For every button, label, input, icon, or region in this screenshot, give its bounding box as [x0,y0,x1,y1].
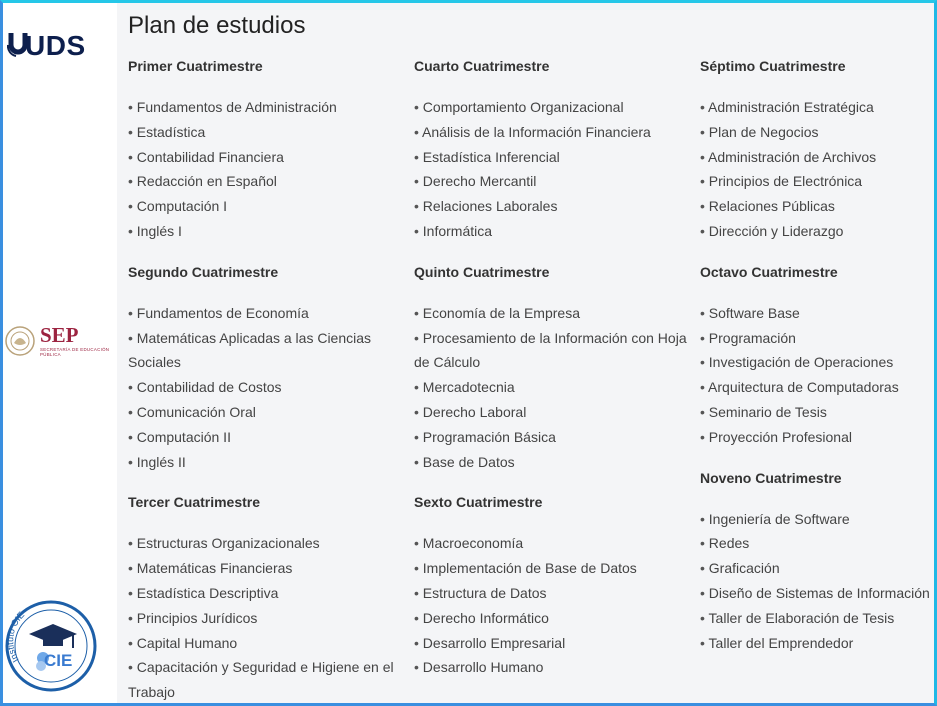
course-name: Principios Jurídicos [136,609,258,626]
page-title: Plan de estudios [128,12,306,39]
course-name: Capital Humano [136,634,238,651]
course-item [700,169,937,194]
course-name: Macroeconomía [422,535,524,552]
course-item [700,425,937,450]
bullet: • [700,560,709,577]
course-item [700,606,937,631]
course-name: Estadística Inferencial [422,148,560,165]
column-1 [128,56,413,705]
course-name: Mercadotecnia [422,379,515,396]
course-item [414,556,699,581]
semester-title: Tercer Cuatrimestre [128,494,261,511]
course-item [414,425,699,450]
course-item [128,450,413,475]
course-item [128,631,413,656]
semester-section [128,262,413,475]
bullet: • [700,403,709,420]
course-item [700,326,937,351]
course-item [700,350,937,375]
bullet: • [700,123,709,140]
course-name: Derecho Informático [422,609,549,626]
semester-title: Séptimo Cuatrimestre [700,58,846,74]
course-name: Redes [708,535,750,552]
course-name: Comportamiento Organizacional [422,99,624,115]
bullet: • [128,428,137,445]
bullet: • [128,453,137,470]
course-item [414,120,699,145]
course-item [700,120,937,145]
course-item [128,425,413,450]
course-name: Software Base [708,304,800,321]
bullet: • [414,428,423,445]
course-item [128,194,413,219]
bullet: • [414,659,423,676]
column-3 [700,56,937,655]
course-item [700,375,937,400]
bullet: • [700,304,709,321]
bullet: • [700,354,709,371]
course-name: Graficación [708,560,780,577]
bullet: • [128,99,137,115]
course-list [128,301,413,475]
bullet: • [128,659,137,676]
course-name: Derecho Laboral [422,403,527,420]
bullet: • [128,304,137,321]
course-item [414,450,699,475]
bullet: • [700,634,709,651]
bullet: • [700,609,709,626]
course-name: Inglés I [136,222,182,239]
course-list [128,531,413,705]
bullet: • [128,609,137,626]
course-list [414,95,699,244]
course-name: Comunicación Oral [136,403,256,420]
course-item [700,301,937,326]
semester-section [700,262,937,450]
course-name: Principios de Electrónica [708,173,863,190]
column-2 [414,56,699,680]
course-item [414,145,699,170]
course-item [700,219,937,244]
bullet: • [128,634,137,651]
course-item [700,556,937,581]
course-name: Análisis de la Información Financiera [422,123,651,140]
course-item [414,606,699,631]
bullet: • [414,609,423,626]
course-list [700,301,937,450]
bullet: • [700,535,709,552]
semester-section [414,262,699,475]
semester-section [414,56,699,244]
course-item [128,531,413,556]
section-gap [414,244,699,262]
section-gap [700,244,937,262]
semester-section [414,492,699,680]
bullet: • [128,584,137,601]
course-name: Relaciones Laborales [422,198,558,215]
course-item [128,219,413,244]
bullet: • [128,222,137,239]
course-item [128,606,413,631]
course-item [128,581,413,606]
semester-title: Segundo Cuatrimestre [128,263,279,280]
bullet: • [414,584,423,601]
semester-title: Quinto Cuatrimestre [414,263,550,280]
course-name: Matemáticas Financieras [136,560,293,577]
bullet: • [414,403,423,420]
course-list [700,507,937,656]
course-item [128,169,413,194]
course-item [414,169,699,194]
semester-section [700,468,937,656]
bullet: • [414,304,423,321]
course-name: Estructuras Organizacionales [136,535,320,552]
course-item [414,301,699,326]
bullet: • [128,198,137,215]
course-item [128,655,413,705]
bullet: • [414,560,423,577]
course-name: Investigación de Operaciones [708,354,894,371]
course-name: Relaciones Públicas [708,198,835,215]
course-item [128,301,413,326]
course-name: Procesamiento de la Información con Hoja de Cálculo [414,329,687,371]
bullet: • [700,173,709,190]
course-name: Contabilidad de Costos [136,379,282,396]
bullet: • [128,173,137,190]
bullet: • [700,99,709,115]
bullet: • [700,510,709,527]
course-item [700,631,937,656]
course-item [128,95,413,120]
course-name: Administración de Archivos [708,148,877,165]
course-name: Taller del Emprendedor [708,634,854,651]
course-name: Plan de Negocios [708,123,819,140]
course-item [700,400,937,425]
section-gap [128,474,413,492]
course-name: Estadística Descriptiva [136,584,279,601]
course-item [414,194,699,219]
course-item [700,95,937,120]
course-item [700,194,937,219]
course-list [414,301,699,475]
course-name: Contabilidad Financiera [136,148,284,165]
semester-title: Primer Cuatrimestre [128,58,263,74]
course-name: Computación II [136,428,231,445]
bullet: • [414,634,423,651]
course-name: Redacción en Español [136,173,277,190]
course-item [414,531,699,556]
bullet: • [700,428,709,445]
bullet: • [700,584,709,601]
course-name: Taller de Elaboración de Tesis [708,609,895,626]
course-name: Fundamentos de Administración [136,99,337,115]
course-name: Capacitación y Seguridad e Higiene en el Trabajo [128,659,394,701]
semester-title: Noveno Cuatrimestre [700,469,842,486]
bullet: • [128,123,137,140]
course-name: Dirección y Liderazgo [708,222,844,239]
bullet: • [414,379,423,396]
cie-ring-text: Instituto CIE [5,609,27,665]
course-list [414,531,699,680]
semester-section [700,56,937,244]
bullet: • [128,560,137,577]
course-name: Ingeniería de Software [708,510,850,527]
course-name: Base de Datos [422,453,515,470]
course-name: Proyección Profesional [708,428,852,445]
course-name: Informática [422,222,493,239]
course-name: Arquitectura de Computadoras [708,379,899,396]
course-name: Desarrollo Empresarial [422,634,566,651]
semester-title: Octavo Cuatrimestre [700,263,838,280]
course-item [128,120,413,145]
bullet: • [414,453,423,470]
sep-seal-icon [4,325,36,357]
cie-logo-text: CIE [44,651,73,670]
course-name: Economía de la Empresa [422,304,580,321]
course-name: Computación I [136,198,228,215]
course-item [414,95,699,120]
course-item [700,507,937,532]
course-name: Seminario de Tesis [708,403,827,420]
course-item [128,400,413,425]
course-name: Matemáticas Aplicadas a las Ciencias Sociales [128,329,372,371]
course-name: Derecho Mercantil [422,173,537,190]
cie-logo-icon [5,600,97,692]
course-name: Programación Básica [422,428,556,445]
course-item [414,219,699,244]
course-item [414,631,699,656]
course-name: Estructura de Datos [422,584,547,601]
bullet: • [700,222,709,239]
course-name: Estadística [136,123,206,140]
bullet: • [700,198,709,215]
semester-section [128,492,413,705]
bullet: • [128,329,137,346]
sep-logo-subtitle: SECRETARÍA DE EDUCACIÓN PÚBLICA [40,347,110,357]
course-item [128,556,413,581]
course-name: Fundamentos de Economía [136,304,309,321]
course-name: Desarrollo Humano [422,659,544,676]
course-item [414,581,699,606]
course-item [128,145,413,170]
course-item [414,326,699,376]
bullet: • [700,148,709,165]
bullet: • [700,379,709,396]
course-list [128,95,413,244]
bullet: • [414,148,423,165]
semester-section [128,56,413,244]
bullet: • [414,123,423,140]
course-name: Programación [708,329,796,346]
course-item [700,531,937,556]
course-item [414,400,699,425]
course-item [414,375,699,400]
bullet: • [414,222,423,239]
bullet: • [414,329,423,346]
bullet: • [414,99,423,115]
bullet: • [128,379,137,396]
course-name: Inglés II [136,453,186,470]
course-name: Administración Estratégica [708,99,874,115]
course-item [128,375,413,400]
course-item [414,655,699,680]
section-gap [128,244,413,262]
section-gap [700,450,937,468]
course-item [128,326,413,376]
course-name: Implementación de Base de Datos [422,560,637,577]
course-item [700,581,937,606]
section-gap [414,474,699,492]
semester-title: Cuarto Cuatrimestre [414,58,550,74]
course-item [700,145,937,170]
bullet: • [128,403,137,420]
course-list [700,95,937,244]
uds-logo-text: UDS [25,30,86,61]
bullet: • [414,198,423,215]
bullet: • [128,535,137,552]
bullet: • [700,329,709,346]
sep-logo-text: SEP [40,323,79,347]
bullet: • [128,148,137,165]
course-name: Diseño de Sistemas de Información [708,584,930,601]
bullet: • [414,535,423,552]
bullet: • [414,173,423,190]
semester-title: Sexto Cuatrimestre [414,494,543,511]
